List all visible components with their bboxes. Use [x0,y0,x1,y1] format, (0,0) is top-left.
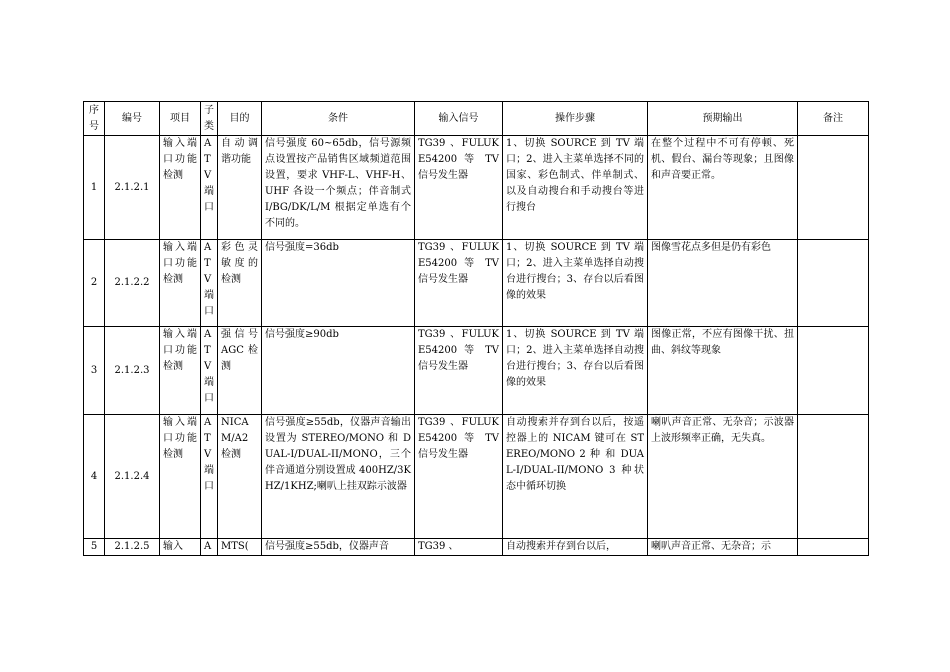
cell-condition: 信号强度≥55db，仪器声音 [262,539,415,556]
cell-code: 2.1.2.4 [105,415,160,539]
cell-item: 输入端口功能检测 [160,327,201,415]
cell-input: TG39 、FULUKE54200 等 TV 信号发生器 [415,327,503,415]
cell-condition: 信号强度=36db [262,240,415,327]
cell-code: 2.1.2.5 [105,539,160,556]
cell-item: 输入端口功能检测 [160,415,201,539]
header-condition: 条件 [262,102,415,136]
cell-steps: 1、切换 SOURCE 到 TV 端口；2、进入主菜单选择自动搜台进行搜台；3、存台以后看图像的效果 [503,240,648,327]
header-input: 输入信号 [415,102,503,136]
cell-code: 2.1.2.3 [105,327,160,415]
cell-input: TG39 、FULUKE54200 等 TV 信号发生器 [415,415,503,539]
cell-steps: 1、切换 SOURCE 到 TV 端口；2、进入主菜单选择自动搜台进行搜台；3、存台以后看图像的效果 [503,327,648,415]
cell-input: TG39 、FULUKE54200 等 TV 信号发生器 [415,240,503,327]
cell-expected: 喇叭声音正常、无杂音；示波器上波形频率正确，无失真。 [648,415,798,539]
cell-condition: 信号强度 60~65db，信号源频点设置按产品销售区域频道范围设置，要求 VHF-L、VHF-H、UHF 各设一个频点；伴音制式 I/BG/DK/L/M 根据定单选有个不同的。 [262,136,415,240]
cell-steps: 自动搜索并存到台以后，按遥控器上的 NICAM 键可在 STEREO/MONO 2 种 和 DUAL-I/DUAL-II/MONO 3 种状态中循环切换 [503,415,648,539]
header-row [84,102,869,136]
cell-item: 输入 [160,539,201,556]
header-note: 备注 [798,102,869,136]
cell-note [798,415,869,539]
cell-purpose: MTS( [218,539,262,556]
cell-code: 2.1.2.1 [105,136,160,240]
cell-steps: 1、切换 SOURCE 到 TV 端口；2、进入主菜单选择不同的国家、彩色制式、伴单制式、以及自动搜台和手动搜台等进行搜台 [503,136,648,240]
header-steps: 操作步骤 [503,102,648,136]
cell-expected: 喇叭声音正常、无杂音；示 [648,539,798,556]
cell-note [798,327,869,415]
header-subclass: 子类 [201,102,218,136]
cell-code: 2.1.2.2 [105,240,160,327]
cell-seq: 2 [84,240,105,327]
cell-subclass: A [201,539,218,556]
cell-seq: 4 [84,415,105,539]
test-spec-table [83,101,869,556]
cell-input: TG39 、FULUKE54200 等 TV 信号发生器 [415,136,503,240]
cell-item: 输入端口功能检测 [160,136,201,240]
cell-expected: 图像雪花点多但是仍有彩色 [648,240,798,327]
cell-purpose: 强信号 AGC 检测 [218,327,262,415]
cell-item: 输入端口功能检测 [160,240,201,327]
cell-steps: 自动搜索并存到台以后， [503,539,648,556]
cell-subclass: ATV端口 [201,136,218,240]
cell-subclass: ATV端口 [201,240,218,327]
cell-expected: 在整个过程中不可有停顿、死机、假台、漏台等现象；且图像和声音要正常。 [648,136,798,240]
cell-expected: 图像正常，不应有图像干扰、扭曲、斜纹等现象 [648,327,798,415]
header-code: 编号 [105,102,160,136]
cell-note [798,539,869,556]
cell-seq: 5 [84,539,105,556]
table-row [84,539,869,556]
table-row [84,240,869,327]
cell-seq: 1 [84,136,105,240]
cell-purpose: 彩色灵敏度的检测 [218,240,262,327]
table-row [84,136,869,240]
cell-note [798,136,869,240]
cell-subclass: ATV端口 [201,415,218,539]
cell-input: TG39 、 [415,539,503,556]
header-purpose: 目的 [218,102,262,136]
cell-subclass: ATV端口 [201,327,218,415]
cell-purpose: NICAM/A2 检测 [218,415,262,539]
header-seq: 序号 [84,102,105,136]
table-row [84,415,869,539]
cell-condition: 信号强度≥55db，仪器声音输出设置为 STEREO/MONO 和 DUAL-I/DUAL-II/MONO，三个伴音通道分别设置成 400HZ/3KHZ/1KHZ;喇叭上挂双踪示波器 [262,415,415,539]
cell-note [798,240,869,327]
table-row [84,327,869,415]
header-item: 项目 [160,102,201,136]
header-expected: 预期输出 [648,102,798,136]
cell-condition: 信号强度≥90db [262,327,415,415]
cell-seq: 3 [84,327,105,415]
cell-purpose: 自动调谐功能 [218,136,262,240]
